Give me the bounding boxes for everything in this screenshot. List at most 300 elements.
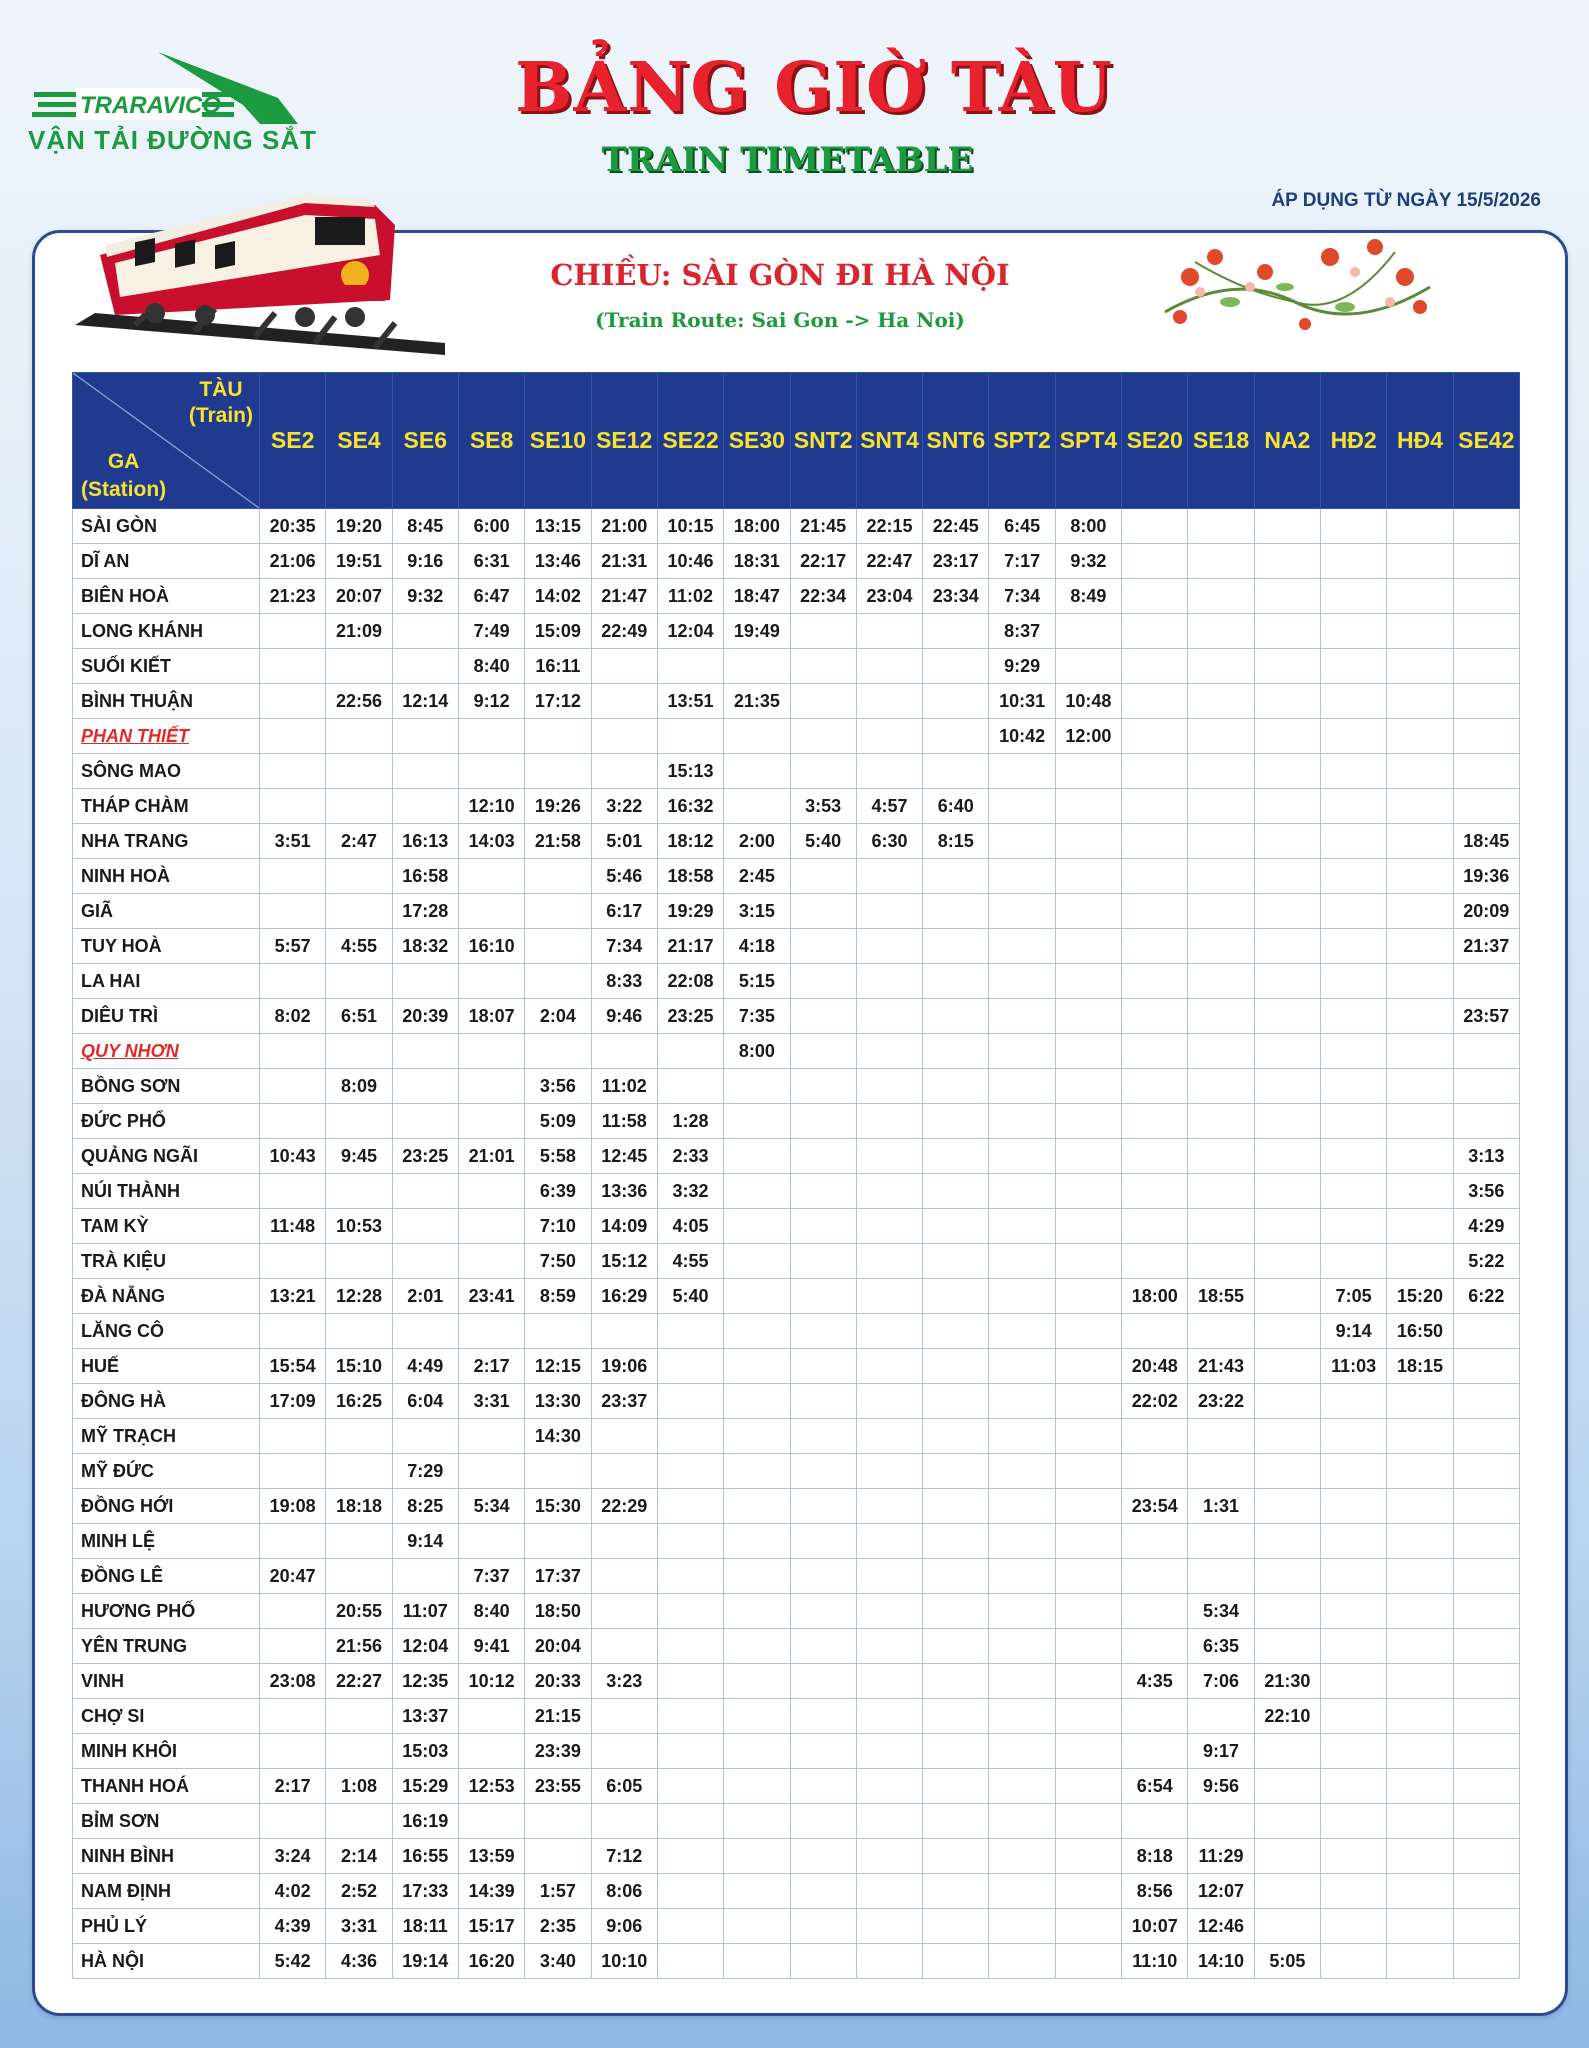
- time-cell: 8:37: [989, 614, 1055, 649]
- time-cell: [1122, 1559, 1188, 1594]
- time-cell: [724, 1244, 790, 1279]
- time-cell: 10:12: [458, 1664, 524, 1699]
- time-cell: 12:45: [591, 1139, 657, 1174]
- train-header-0: SE2: [260, 373, 326, 509]
- time-cell: [1188, 1419, 1254, 1454]
- corner-station-en: (Station): [81, 478, 167, 501]
- time-cell: 4:55: [657, 1244, 723, 1279]
- time-cell: 4:05: [657, 1209, 723, 1244]
- station-row: [73, 1699, 1520, 1734]
- time-cell: [1321, 1839, 1387, 1874]
- time-cell: [392, 964, 458, 999]
- station-row: [73, 1944, 1520, 1979]
- time-cell: 17:28: [392, 894, 458, 929]
- time-cell: [1188, 1104, 1254, 1139]
- time-cell: [923, 929, 989, 964]
- corner-train-vi: TÀU: [199, 378, 243, 401]
- train-header-3: SE8: [458, 373, 524, 509]
- time-cell: [591, 754, 657, 789]
- station-name: PHỦ LÝ: [73, 1909, 260, 1944]
- time-cell: 5:58: [525, 1139, 591, 1174]
- time-cell: 8:40: [458, 649, 524, 684]
- time-cell: [1188, 894, 1254, 929]
- train-header-13: SE20: [1122, 373, 1188, 509]
- time-cell: [1122, 754, 1188, 789]
- time-cell: 4:02: [260, 1874, 326, 1909]
- time-cell: 15:03: [392, 1734, 458, 1769]
- time-cell: [1055, 1314, 1121, 1349]
- time-cell: [260, 859, 326, 894]
- time-cell: [923, 1944, 989, 1979]
- time-cell: 18:11: [392, 1909, 458, 1944]
- time-cell: [458, 894, 524, 929]
- time-cell: 19:26: [525, 789, 591, 824]
- time-cell: 21:06: [260, 544, 326, 579]
- time-cell: [392, 649, 458, 684]
- time-cell: [989, 1139, 1055, 1174]
- time-cell: 1:31: [1188, 1489, 1254, 1524]
- time-cell: [790, 1139, 856, 1174]
- time-cell: [1254, 1034, 1320, 1069]
- time-cell: [1055, 1734, 1121, 1769]
- time-cell: 9:32: [1055, 544, 1121, 579]
- time-cell: [989, 929, 1055, 964]
- time-cell: [724, 1454, 790, 1489]
- time-cell: 8:02: [260, 999, 326, 1034]
- time-cell: [458, 1069, 524, 1104]
- time-cell: 15:12: [591, 1244, 657, 1279]
- time-cell: 6:30: [856, 824, 922, 859]
- time-cell: [1055, 894, 1121, 929]
- time-cell: 5:05: [1254, 1944, 1320, 1979]
- time-cell: [1122, 1804, 1188, 1839]
- time-cell: [1055, 1769, 1121, 1804]
- time-cell: [591, 1419, 657, 1454]
- time-cell: [326, 1314, 392, 1349]
- station-row: [73, 684, 1520, 719]
- time-cell: [1055, 649, 1121, 684]
- corner-station-vi: GA: [107, 450, 140, 473]
- station-row: [73, 859, 1520, 894]
- station-name: BÌNH THUẬN: [73, 684, 260, 719]
- time-cell: 3:31: [326, 1909, 392, 1944]
- train-header-17: HĐ4: [1387, 373, 1453, 509]
- time-cell: [790, 1489, 856, 1524]
- time-cell: [1122, 1734, 1188, 1769]
- time-cell: 3:32: [657, 1174, 723, 1209]
- station-row: [73, 1419, 1520, 1454]
- time-cell: 7:17: [989, 544, 1055, 579]
- time-cell: 23:39: [525, 1734, 591, 1769]
- time-cell: [1254, 1384, 1320, 1419]
- time-cell: 6:39: [525, 1174, 591, 1209]
- time-cell: 19:29: [657, 894, 723, 929]
- time-cell: 3:56: [1453, 1174, 1519, 1209]
- time-cell: [856, 1454, 922, 1489]
- time-cell: [657, 1559, 723, 1594]
- station-row: [73, 1279, 1520, 1314]
- time-cell: 8:56: [1122, 1874, 1188, 1909]
- time-cell: [856, 1279, 922, 1314]
- time-cell: [856, 1629, 922, 1664]
- station-name: SUỐI KIẾT: [73, 649, 260, 684]
- time-cell: 13:59: [458, 1839, 524, 1874]
- time-cell: 11:48: [260, 1209, 326, 1244]
- time-cell: [260, 1734, 326, 1769]
- time-cell: [790, 1769, 856, 1804]
- time-cell: 2:04: [525, 999, 591, 1034]
- time-cell: [260, 964, 326, 999]
- time-cell: [989, 1524, 1055, 1559]
- time-cell: 15:30: [525, 1489, 591, 1524]
- time-cell: [260, 1629, 326, 1664]
- time-cell: [1387, 1489, 1453, 1524]
- time-cell: 16:11: [525, 649, 591, 684]
- time-cell: [1453, 789, 1519, 824]
- time-cell: [1254, 859, 1320, 894]
- time-cell: [724, 1559, 790, 1594]
- time-cell: [1387, 1104, 1453, 1139]
- time-cell: 9:45: [326, 1139, 392, 1174]
- time-cell: [657, 1454, 723, 1489]
- time-cell: [1055, 929, 1121, 964]
- station-row: [73, 509, 1520, 544]
- time-cell: 8:25: [392, 1489, 458, 1524]
- time-cell: [1453, 1069, 1519, 1104]
- time-cell: [724, 1524, 790, 1559]
- time-cell: 4:29: [1453, 1209, 1519, 1244]
- station-row: [73, 1069, 1520, 1104]
- time-cell: [724, 754, 790, 789]
- time-cell: 11:03: [1321, 1349, 1387, 1384]
- time-cell: 13:15: [525, 509, 591, 544]
- time-cell: [1122, 719, 1188, 754]
- time-cell: [989, 894, 1055, 929]
- time-cell: [1387, 929, 1453, 964]
- time-cell: [856, 1244, 922, 1279]
- time-cell: [1453, 1664, 1519, 1699]
- time-cell: [1122, 1139, 1188, 1174]
- time-cell: [591, 1699, 657, 1734]
- time-cell: 21:45: [790, 509, 856, 544]
- time-cell: [1387, 789, 1453, 824]
- time-cell: [1188, 824, 1254, 859]
- time-cell: [790, 1104, 856, 1139]
- time-cell: [1188, 1699, 1254, 1734]
- time-cell: [790, 1349, 856, 1384]
- time-cell: 21:01: [458, 1139, 524, 1174]
- time-cell: [1387, 1629, 1453, 1664]
- time-cell: [856, 1209, 922, 1244]
- time-cell: 15:10: [326, 1349, 392, 1384]
- time-cell: [724, 1804, 790, 1839]
- time-cell: [1387, 999, 1453, 1034]
- train-header-15: NA2: [1254, 373, 1320, 509]
- time-cell: [525, 754, 591, 789]
- time-cell: [326, 894, 392, 929]
- time-cell: [1055, 1454, 1121, 1489]
- time-cell: [923, 1314, 989, 1349]
- time-cell: [260, 614, 326, 649]
- time-cell: [1453, 1769, 1519, 1804]
- time-cell: [260, 1244, 326, 1279]
- time-cell: [392, 614, 458, 649]
- time-cell: [790, 1909, 856, 1944]
- time-cell: 10:46: [657, 544, 723, 579]
- time-cell: [1387, 1384, 1453, 1419]
- station-name: BỒNG SƠN: [73, 1069, 260, 1104]
- time-cell: [790, 1559, 856, 1594]
- time-cell: [326, 1104, 392, 1139]
- time-cell: [923, 999, 989, 1034]
- time-cell: [923, 1909, 989, 1944]
- time-cell: [326, 1559, 392, 1594]
- station-name: ĐÔNG HÀ: [73, 1384, 260, 1419]
- time-cell: 22:08: [657, 964, 723, 999]
- time-cell: [1055, 859, 1121, 894]
- station-name: GIÃ: [73, 894, 260, 929]
- time-cell: [856, 1839, 922, 1874]
- station-name: NAM ĐỊNH: [73, 1874, 260, 1909]
- time-cell: 12:04: [657, 614, 723, 649]
- time-cell: [856, 1384, 922, 1419]
- time-cell: [1055, 1594, 1121, 1629]
- time-cell: [1055, 1629, 1121, 1664]
- time-cell: [1188, 1174, 1254, 1209]
- time-cell: [1387, 1139, 1453, 1174]
- time-cell: [1055, 1349, 1121, 1384]
- time-cell: [1055, 964, 1121, 999]
- time-cell: 21:00: [591, 509, 657, 544]
- time-cell: [724, 1734, 790, 1769]
- timetable-header-row: [73, 373, 1520, 509]
- time-cell: [1055, 1664, 1121, 1699]
- time-cell: 16:32: [657, 789, 723, 824]
- time-cell: [657, 1734, 723, 1769]
- time-cell: [989, 859, 1055, 894]
- time-cell: [856, 1874, 922, 1909]
- time-cell: [458, 1244, 524, 1279]
- time-cell: 21:31: [591, 544, 657, 579]
- time-cell: 16:55: [392, 1839, 458, 1874]
- station-name: TRÀ KIỆU: [73, 1244, 260, 1279]
- time-cell: 19:51: [326, 544, 392, 579]
- time-cell: 10:15: [657, 509, 723, 544]
- brand-logo: [28, 50, 317, 165]
- time-cell: 8:40: [458, 1594, 524, 1629]
- station-row: [73, 1664, 1520, 1699]
- time-cell: [458, 1104, 524, 1139]
- time-cell: [1254, 1104, 1320, 1139]
- station-name: YÊN TRUNG: [73, 1629, 260, 1664]
- station-row: [73, 929, 1520, 964]
- time-cell: [326, 1734, 392, 1769]
- effective-date: ÁP DỤNG TỪ NGÀY 15/5/2026: [1271, 190, 1541, 211]
- time-cell: [591, 1314, 657, 1349]
- time-cell: [724, 1384, 790, 1419]
- time-cell: [923, 1069, 989, 1104]
- time-cell: [1321, 1139, 1387, 1174]
- time-cell: [1188, 1069, 1254, 1104]
- time-cell: [989, 1874, 1055, 1909]
- time-cell: [923, 1559, 989, 1594]
- time-cell: [1453, 1524, 1519, 1559]
- time-cell: 13:46: [525, 544, 591, 579]
- time-cell: [1321, 1454, 1387, 1489]
- time-cell: [1122, 1594, 1188, 1629]
- time-cell: 5:46: [591, 859, 657, 894]
- time-cell: [989, 1944, 1055, 1979]
- time-cell: [1055, 999, 1121, 1034]
- time-cell: [657, 1594, 723, 1629]
- time-cell: [1055, 1909, 1121, 1944]
- time-cell: [923, 1629, 989, 1664]
- time-cell: [1254, 1734, 1320, 1769]
- time-cell: 3:40: [525, 1944, 591, 1979]
- time-cell: 21:58: [525, 824, 591, 859]
- time-cell: 15:13: [657, 754, 723, 789]
- time-cell: [1188, 1244, 1254, 1279]
- time-cell: [657, 1384, 723, 1419]
- station-name: HÀ NỘI: [73, 1944, 260, 1979]
- station-name: BỈM SƠN: [73, 1804, 260, 1839]
- time-cell: [392, 1034, 458, 1069]
- time-cell: 9:46: [591, 999, 657, 1034]
- station-row: [73, 964, 1520, 999]
- time-cell: 11:02: [657, 579, 723, 614]
- time-cell: [591, 1804, 657, 1839]
- time-cell: 2:01: [392, 1279, 458, 1314]
- time-cell: [1188, 684, 1254, 719]
- time-cell: 10:43: [260, 1139, 326, 1174]
- time-cell: [1453, 1419, 1519, 1454]
- station-row: [73, 754, 1520, 789]
- time-cell: 5:01: [591, 824, 657, 859]
- time-cell: 12:35: [392, 1664, 458, 1699]
- station-name: MỸ ĐỨC: [73, 1454, 260, 1489]
- time-cell: [790, 719, 856, 754]
- time-cell: [1122, 684, 1188, 719]
- time-cell: [989, 1454, 1055, 1489]
- time-cell: 3:51: [260, 824, 326, 859]
- time-cell: [923, 1349, 989, 1384]
- time-cell: [1453, 1384, 1519, 1419]
- time-cell: [1055, 1559, 1121, 1594]
- time-cell: [1321, 859, 1387, 894]
- time-cell: [923, 1174, 989, 1209]
- time-cell: [1387, 964, 1453, 999]
- time-cell: 19:49: [724, 614, 790, 649]
- time-cell: [989, 1734, 1055, 1769]
- time-cell: [1387, 1034, 1453, 1069]
- time-cell: [790, 1384, 856, 1419]
- train-header-16: HĐ2: [1321, 373, 1387, 509]
- time-cell: [260, 1524, 326, 1559]
- time-cell: 23:25: [657, 999, 723, 1034]
- time-cell: 18:18: [326, 1489, 392, 1524]
- time-cell: [1055, 1069, 1121, 1104]
- time-cell: [1122, 789, 1188, 824]
- time-cell: [1387, 859, 1453, 894]
- time-cell: [790, 894, 856, 929]
- station-row: [73, 1874, 1520, 1909]
- time-cell: [1321, 1874, 1387, 1909]
- time-cell: 15:29: [392, 1769, 458, 1804]
- station-row: [73, 1349, 1520, 1384]
- time-cell: [1188, 1524, 1254, 1559]
- station-row: [73, 999, 1520, 1034]
- time-cell: [989, 754, 1055, 789]
- time-cell: 18:00: [1122, 1279, 1188, 1314]
- station-row: [73, 1209, 1520, 1244]
- time-cell: 4:36: [326, 1944, 392, 1979]
- time-cell: 23:04: [856, 579, 922, 614]
- time-cell: [1254, 1139, 1320, 1174]
- station-name: HƯƠNG PHỐ: [73, 1594, 260, 1629]
- time-cell: 6:51: [326, 999, 392, 1034]
- time-cell: [856, 929, 922, 964]
- time-cell: [1254, 1524, 1320, 1559]
- time-cell: 6:40: [923, 789, 989, 824]
- time-cell: [1321, 1524, 1387, 1559]
- time-cell: [657, 1804, 723, 1839]
- time-cell: [856, 1734, 922, 1769]
- header-corner-cell: [73, 373, 260, 509]
- train-header-14: SE18: [1188, 373, 1254, 509]
- time-cell: [326, 1524, 392, 1559]
- time-cell: [1387, 1769, 1453, 1804]
- time-cell: [1453, 1839, 1519, 1874]
- station-row: [73, 824, 1520, 859]
- time-cell: 2:00: [724, 824, 790, 859]
- time-cell: 2:17: [458, 1349, 524, 1384]
- time-cell: 20:35: [260, 509, 326, 544]
- time-cell: [657, 1034, 723, 1069]
- train-header-18: SE42: [1453, 373, 1519, 509]
- time-cell: [1387, 684, 1453, 719]
- time-cell: [392, 789, 458, 824]
- time-cell: [856, 754, 922, 789]
- time-cell: [1254, 929, 1320, 964]
- time-cell: [458, 1699, 524, 1734]
- station-row: [73, 1174, 1520, 1209]
- station-row: [73, 1104, 1520, 1139]
- time-cell: 20:48: [1122, 1349, 1188, 1384]
- time-cell: [1387, 1559, 1453, 1594]
- time-cell: 22:15: [856, 509, 922, 544]
- time-cell: 22:47: [856, 544, 922, 579]
- time-cell: 19:14: [392, 1944, 458, 1979]
- time-cell: 6:35: [1188, 1629, 1254, 1664]
- time-cell: 3:13: [1453, 1139, 1519, 1174]
- time-cell: [260, 1174, 326, 1209]
- time-cell: 20:04: [525, 1629, 591, 1664]
- time-cell: [392, 754, 458, 789]
- station-row: [73, 1839, 1520, 1874]
- time-cell: 12:15: [525, 1349, 591, 1384]
- time-cell: [790, 1174, 856, 1209]
- time-cell: 2:52: [326, 1874, 392, 1909]
- time-cell: 18:32: [392, 929, 458, 964]
- station-name: NINH BÌNH: [73, 1839, 260, 1874]
- time-cell: [1188, 1454, 1254, 1489]
- time-cell: [326, 1699, 392, 1734]
- time-cell: [790, 1804, 856, 1839]
- time-cell: 7:34: [591, 929, 657, 964]
- time-cell: [1188, 719, 1254, 754]
- time-cell: [1387, 754, 1453, 789]
- time-cell: 14:02: [525, 579, 591, 614]
